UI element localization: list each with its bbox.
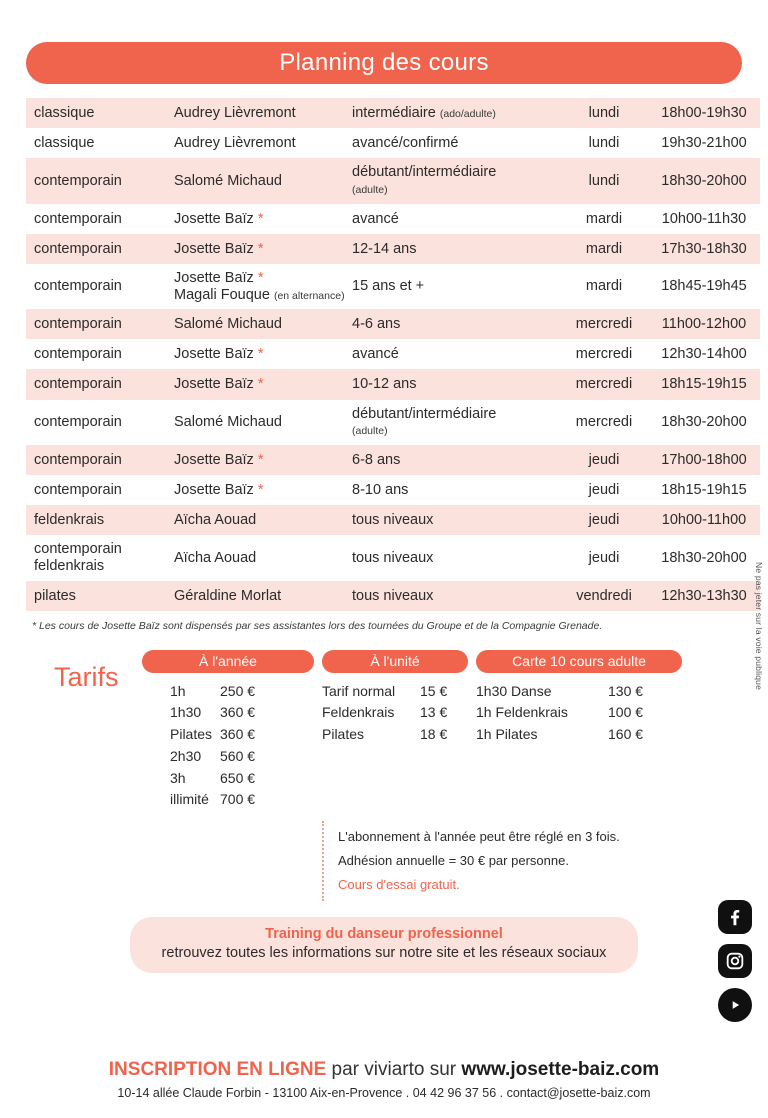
cell-discipline: contemporain	[26, 234, 174, 264]
cell-discipline: contemporain	[34, 482, 122, 499]
teacher-star-icon: *	[257, 269, 264, 286]
table-row	[26, 475, 760, 505]
note-item: Adhésion annuelle = 30 € par personne.	[338, 852, 569, 868]
training-banner	[130, 917, 638, 973]
cell-level	[352, 445, 560, 475]
inscription-label: INSCRIPTION EN LIGNE	[108, 1059, 327, 1080]
cell-teacher	[174, 535, 352, 580]
cell-discipline: contemporain	[34, 210, 122, 227]
cell-level	[352, 581, 560, 611]
flyer-page	[0, 42, 768, 1118]
footer	[0, 1059, 768, 1100]
teacher-block	[174, 270, 352, 303]
price-line	[476, 681, 682, 703]
cell-teacher	[174, 309, 352, 339]
price-label: Pilates	[170, 726, 213, 743]
cell-day: lundi	[560, 98, 648, 128]
schedule-body	[26, 98, 760, 611]
cell-time: 18h30-20h00	[648, 158, 760, 203]
table-row	[26, 400, 760, 445]
table-row	[26, 581, 760, 611]
legal-side-note: Ne pas jeter sur la voie publique	[754, 562, 764, 691]
price-line	[322, 681, 468, 703]
teacher-name: Josette Baïz	[174, 376, 254, 393]
cell-day: jeudi	[560, 445, 648, 475]
table-row	[26, 535, 760, 580]
cell-level	[352, 369, 560, 399]
table-row	[26, 128, 760, 158]
level-text: tous niveaux	[352, 587, 434, 604]
tarifs-title: Tarifs	[54, 661, 119, 692]
tarifs-columns	[142, 650, 742, 901]
cell-teacher	[174, 234, 352, 264]
cell-discipline: contemporain	[34, 278, 122, 295]
tarifs-notes	[322, 821, 668, 901]
cell-level	[352, 158, 560, 203]
level-text: avancé/confirmé	[352, 135, 459, 152]
cell-teacher	[174, 128, 352, 158]
level-text: tous niveaux	[352, 549, 434, 566]
cell-time: 11h00-12h00	[648, 309, 760, 339]
teacher-name: Josette Baïz	[174, 482, 254, 499]
level-text: débutant/intermédiaire	[352, 164, 497, 181]
cell-teacher	[174, 445, 352, 475]
teacher-name: Josette Baïz	[174, 240, 254, 257]
teacher-name: Audrey Lièvremont	[174, 135, 296, 152]
cell-time: 10h00-11h30	[661, 210, 747, 227]
tarif-list-annee	[142, 681, 314, 811]
level-block	[352, 164, 560, 197]
teacher-star-icon: *	[257, 240, 264, 257]
price-line	[142, 768, 314, 790]
table-row	[26, 369, 760, 399]
cell-level	[352, 309, 560, 339]
price-line	[142, 724, 314, 746]
cell-teacher	[174, 339, 352, 369]
table-row	[26, 158, 760, 203]
price-label: 3h	[170, 769, 186, 786]
training-title: Training du danseur professionnel	[265, 926, 503, 943]
teacher-name: Géraldine Morlat	[174, 587, 282, 604]
price-label: 1h Pilates	[476, 726, 538, 743]
cell-time: 18h15-19h15	[648, 369, 760, 399]
tarif-list-carte	[476, 681, 682, 811]
price-line	[322, 702, 468, 724]
cell-teacher	[174, 369, 352, 399]
table-row	[26, 264, 760, 309]
teacher-name: Salomé Michaud	[174, 414, 282, 431]
price-value: 160 €	[608, 726, 644, 743]
cell-discipline: feldenkrais	[26, 505, 174, 535]
schedule-footnote: * Les cours de Josette Baïz sont dispensés par ses assistantes lors des tournées du Groupe et de la Compagnie Grenade.	[32, 619, 603, 632]
cell-time: 18h15-19h15	[661, 482, 747, 499]
tarifs-headers	[142, 650, 742, 673]
price-value: 13 €	[420, 704, 448, 721]
cell-time: 17h00-18h00	[648, 445, 760, 475]
cell-teacher	[174, 204, 352, 234]
level-text: 6-8 ans	[352, 451, 401, 468]
cell-time: 18h00-19h30	[648, 98, 760, 128]
cell-teacher	[174, 158, 352, 203]
table-row	[26, 234, 760, 264]
teacher-name: Josette Baïz	[174, 269, 254, 286]
cell-level	[352, 98, 560, 128]
teacher-name: Audrey Lièvremont	[174, 105, 296, 121]
level-note: (adulte)	[352, 425, 388, 438]
level-text: 4-6 ans	[352, 316, 401, 333]
cell-day: jeudi	[588, 549, 620, 566]
price-line	[476, 724, 682, 746]
cell-level	[352, 128, 560, 158]
cell-day: mercredi	[575, 414, 633, 431]
level-text: intermédiaire	[352, 105, 436, 121]
price-label: illimité	[170, 791, 209, 808]
tarifs-lists	[142, 681, 742, 811]
level-text: 12-14 ans	[352, 240, 417, 257]
social-links	[718, 900, 752, 1022]
page-title: Planning des cours	[26, 42, 742, 84]
cell-discipline: contemporain	[26, 445, 174, 475]
price-label: 2h30	[170, 747, 202, 764]
cell-discipline	[26, 535, 174, 580]
table-row	[26, 309, 760, 339]
note-item: L'abonnement à l'année peut être réglé en 3 fois.	[338, 828, 620, 844]
cell-level	[352, 264, 560, 309]
price-label: Pilates	[322, 726, 365, 743]
cell-day: mercredi	[560, 369, 648, 399]
level-text: 15 ans et +	[352, 278, 425, 295]
teacher-star-icon: *	[257, 482, 264, 499]
discipline-text: contemporain	[34, 541, 122, 558]
price-value: 700 €	[220, 791, 256, 808]
level-text: avancé	[352, 210, 399, 227]
cell-teacher	[174, 581, 352, 611]
price-line	[142, 746, 314, 768]
teacher-name: Josette Baïz	[174, 346, 254, 363]
cell-level	[352, 505, 560, 535]
tarif-header-carte: Carte 10 cours adulte	[476, 650, 682, 673]
cell-day: mardi	[560, 234, 648, 264]
cell-level	[352, 234, 560, 264]
level-text: débutant/intermédiaire	[352, 405, 497, 422]
discipline-text-secondary: feldenkrais	[34, 557, 105, 574]
teacher-star-icon: *	[257, 210, 264, 227]
cell-teacher	[174, 475, 352, 505]
cell-time: 18h45-19h45	[661, 278, 747, 295]
price-line	[142, 789, 314, 811]
cell-time: 19h30-21h00	[661, 135, 747, 152]
cell-level	[352, 204, 560, 234]
table-row	[26, 505, 760, 535]
teacher-star-icon: *	[257, 376, 264, 393]
price-value: 650 €	[220, 769, 256, 786]
teacher-name: Aïcha Aouad	[174, 512, 257, 529]
price-line	[476, 702, 682, 724]
price-label: 1h Feldenkrais	[476, 704, 568, 721]
cell-teacher	[174, 264, 352, 309]
price-value: 15 €	[420, 682, 448, 699]
cell-teacher	[174, 98, 352, 128]
price-value: 130 €	[608, 682, 644, 699]
cell-time: 18h30-20h00	[661, 549, 747, 566]
cell-day: vendredi	[560, 581, 648, 611]
inscription-par: par viviarto sur	[331, 1059, 457, 1080]
teacher-name: Salomé Michaud	[174, 316, 282, 333]
tarifs-section	[26, 650, 742, 901]
website-link[interactable]: www.josette-baiz.com	[461, 1059, 660, 1080]
teacher-name-secondary: Magali Fouque	[174, 286, 270, 303]
level-text: avancé	[352, 346, 399, 363]
cell-discipline: classique	[34, 135, 95, 152]
price-label: 1h30	[170, 704, 202, 721]
cell-discipline: contemporain	[34, 346, 122, 363]
cell-day: mardi	[585, 210, 623, 227]
training-subtitle: retrouvez toutes les informations sur notre site et les réseaux sociaux	[161, 945, 607, 962]
cell-time: 18h30-20h00	[661, 414, 747, 431]
note-item: Cours d'essai gratuit.	[338, 876, 460, 892]
instagram-icon[interactable]	[718, 944, 752, 978]
level-note: (ado/adulte)	[439, 108, 496, 120]
cell-time: 10h00-11h00	[648, 505, 760, 535]
price-line	[322, 724, 468, 746]
cell-level	[352, 475, 560, 505]
cell-day: jeudi	[588, 482, 620, 499]
price-line	[142, 702, 314, 724]
tarif-list-unite	[322, 681, 468, 811]
price-value: 100 €	[608, 704, 644, 721]
price-line	[142, 681, 314, 703]
level-text: 10-12 ans	[352, 376, 417, 393]
cell-discipline: contemporain	[26, 309, 174, 339]
footer-address: 10-14 allée Claude Forbin - 13100 Aix-en-Provence . 04 42 96 37 56 . contact@josette-baiz.com	[117, 1086, 651, 1100]
tarif-header-unite: À l'unité	[322, 650, 468, 673]
cell-discipline: contemporain	[26, 158, 174, 203]
level-note: (adulte)	[352, 183, 388, 196]
cell-discipline: pilates	[26, 581, 174, 611]
cell-day: jeudi	[560, 505, 648, 535]
cell-day: mercredi	[560, 309, 648, 339]
teacher-name: Josette Baïz	[174, 451, 254, 468]
cell-level	[352, 535, 560, 580]
cell-teacher	[174, 400, 352, 445]
teacher-star-icon: *	[257, 451, 264, 468]
cell-discipline: contemporain	[34, 414, 122, 431]
discipline-block	[34, 541, 174, 574]
price-value: 18 €	[420, 726, 448, 743]
schedule-table	[26, 98, 760, 611]
cell-day: mardi	[585, 278, 623, 295]
table-row	[26, 445, 760, 475]
cell-day: lundi	[560, 158, 648, 203]
level-block	[352, 406, 560, 439]
cell-day: lundi	[588, 135, 620, 152]
tarif-header-annee: À l'année	[142, 650, 314, 673]
footer-line-1	[0, 1059, 768, 1081]
cell-level	[352, 339, 560, 369]
cell-time: 12h30-14h00	[661, 346, 747, 363]
price-label: Feldenkrais	[322, 704, 395, 721]
price-value: 360 €	[220, 704, 256, 721]
price-value: 560 €	[220, 747, 256, 764]
price-label: 1h30 Danse	[476, 682, 552, 699]
cell-teacher	[174, 505, 352, 535]
youtube-icon[interactable]	[718, 988, 752, 1022]
teacher-note: (en alternance)	[273, 289, 345, 302]
level-text: 8-10 ans	[352, 482, 409, 499]
cell-day: mercredi	[575, 346, 633, 363]
table-row	[26, 98, 760, 128]
teacher-star-icon: *	[257, 346, 264, 363]
level-text: tous niveaux	[352, 512, 434, 529]
cell-time: 17h30-18h30	[648, 234, 760, 264]
teacher-name: Salomé Michaud	[174, 172, 282, 189]
cell-discipline: contemporain	[26, 369, 174, 399]
table-row	[26, 204, 760, 234]
table-row	[26, 339, 760, 369]
cell-level	[352, 400, 560, 445]
price-label: Tarif normal	[322, 682, 396, 699]
facebook-icon[interactable]	[718, 900, 752, 934]
cell-time: 12h30-13h30	[648, 581, 760, 611]
price-value: 250 €	[220, 682, 256, 699]
teacher-name: Aïcha Aouad	[174, 549, 257, 566]
cell-discipline: classique	[26, 98, 174, 128]
price-value: 360 €	[220, 726, 256, 743]
price-label: 1h	[170, 682, 186, 699]
teacher-name: Josette Baïz	[174, 210, 254, 227]
